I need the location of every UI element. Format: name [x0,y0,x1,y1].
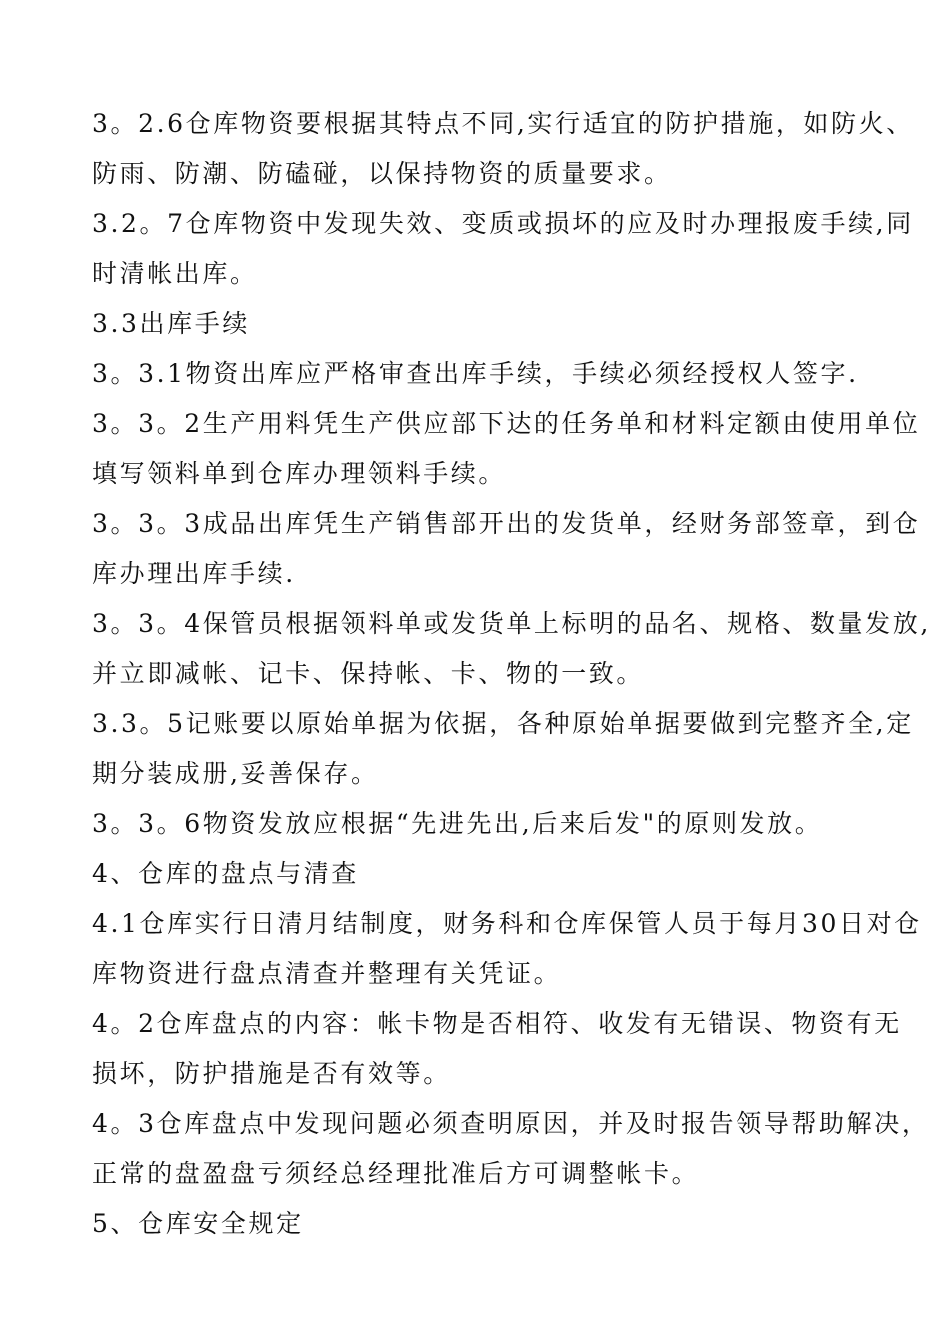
paragraph-4-3-line-1: 4。3仓库盘点中发现问题必须查明原因，并及时报告领导帮助解决， [92,1109,930,1138]
paragraph-3-2-6-line-1: 3。2.6仓库物资要根据其特点不同,实行适宜的防护措施，如防火、 [92,109,914,138]
paragraph-3-3-2-line-2: 填写领料单到仓库办理领料手续。 [92,459,507,488]
paragraph-3-3-2-line-1: 3。3。2生产用料凭生产供应部下达的任务单和材料定额由使用单位 [92,409,921,438]
paragraph-3-3-1: 3。3.1物资出库应严格审查出库手续，手续必须经授权人签字. [92,359,859,388]
paragraph-3-3-5-line-2: 期分装成册,妥善保存。 [92,759,379,788]
paragraph-3-3-3-line-1: 3。3。3成品出库凭生产销售部开出的发货单，经财务部签章，到仓 [92,509,921,538]
paragraph-3-3-6: 3。3。6物资发放应根据“先进先出,后来后发"的原则发放。 [92,809,823,838]
paragraph-3-3-5-line-1: 3.3。5记账要以原始单据为依据，各种原始单据要做到完整齐全,定 [92,709,914,738]
section-heading-3-3: 3.3出库手续 [92,309,250,338]
paragraph-3-2-7-line-2: 时清帐出库。 [92,259,258,288]
paragraph-4-3-line-2: 正常的盘盈盘亏须经总经理批准后方可调整帐卡。 [92,1159,700,1188]
paragraph-3-2-6-line-2: 防雨、防潮、防磕碰，以保持物资的质量要求。 [92,159,672,188]
section-heading-5: 5、仓库安全规定 [92,1209,304,1238]
paragraph-3-3-4-line-1: 3。3。4保管员根据领料单或发货单上标明的品名、规格、数量发放, [92,609,931,638]
paragraph-4-1-line-1: 4.1仓库实行日清月结制度，财务科和仓库保管人员于每月30日对仓 [92,909,922,938]
paragraph-4-2-line-1: 4。2仓库盘点的内容：帐卡物是否相符、收发有无错误、物资有无 [92,1009,902,1038]
paragraph-4-1-line-2: 库物资进行盘点清查并整理有关凭证。 [92,959,562,988]
section-heading-4: 4、仓库的盘点与清查 [92,859,359,888]
paragraph-4-2-line-2: 损坏，防护措施是否有效等。 [92,1059,451,1088]
paragraph-3-3-3-line-2: 库办理出库手续. [92,559,296,588]
paragraph-3-3-4-line-2: 并立即减帐、记卡、保持帐、卡、物的一致。 [92,659,645,688]
paragraph-3-2-7-line-1: 3.2。7仓库物资中发现失效、变质或损坏的应及时办理报废手续,同 [92,209,914,238]
